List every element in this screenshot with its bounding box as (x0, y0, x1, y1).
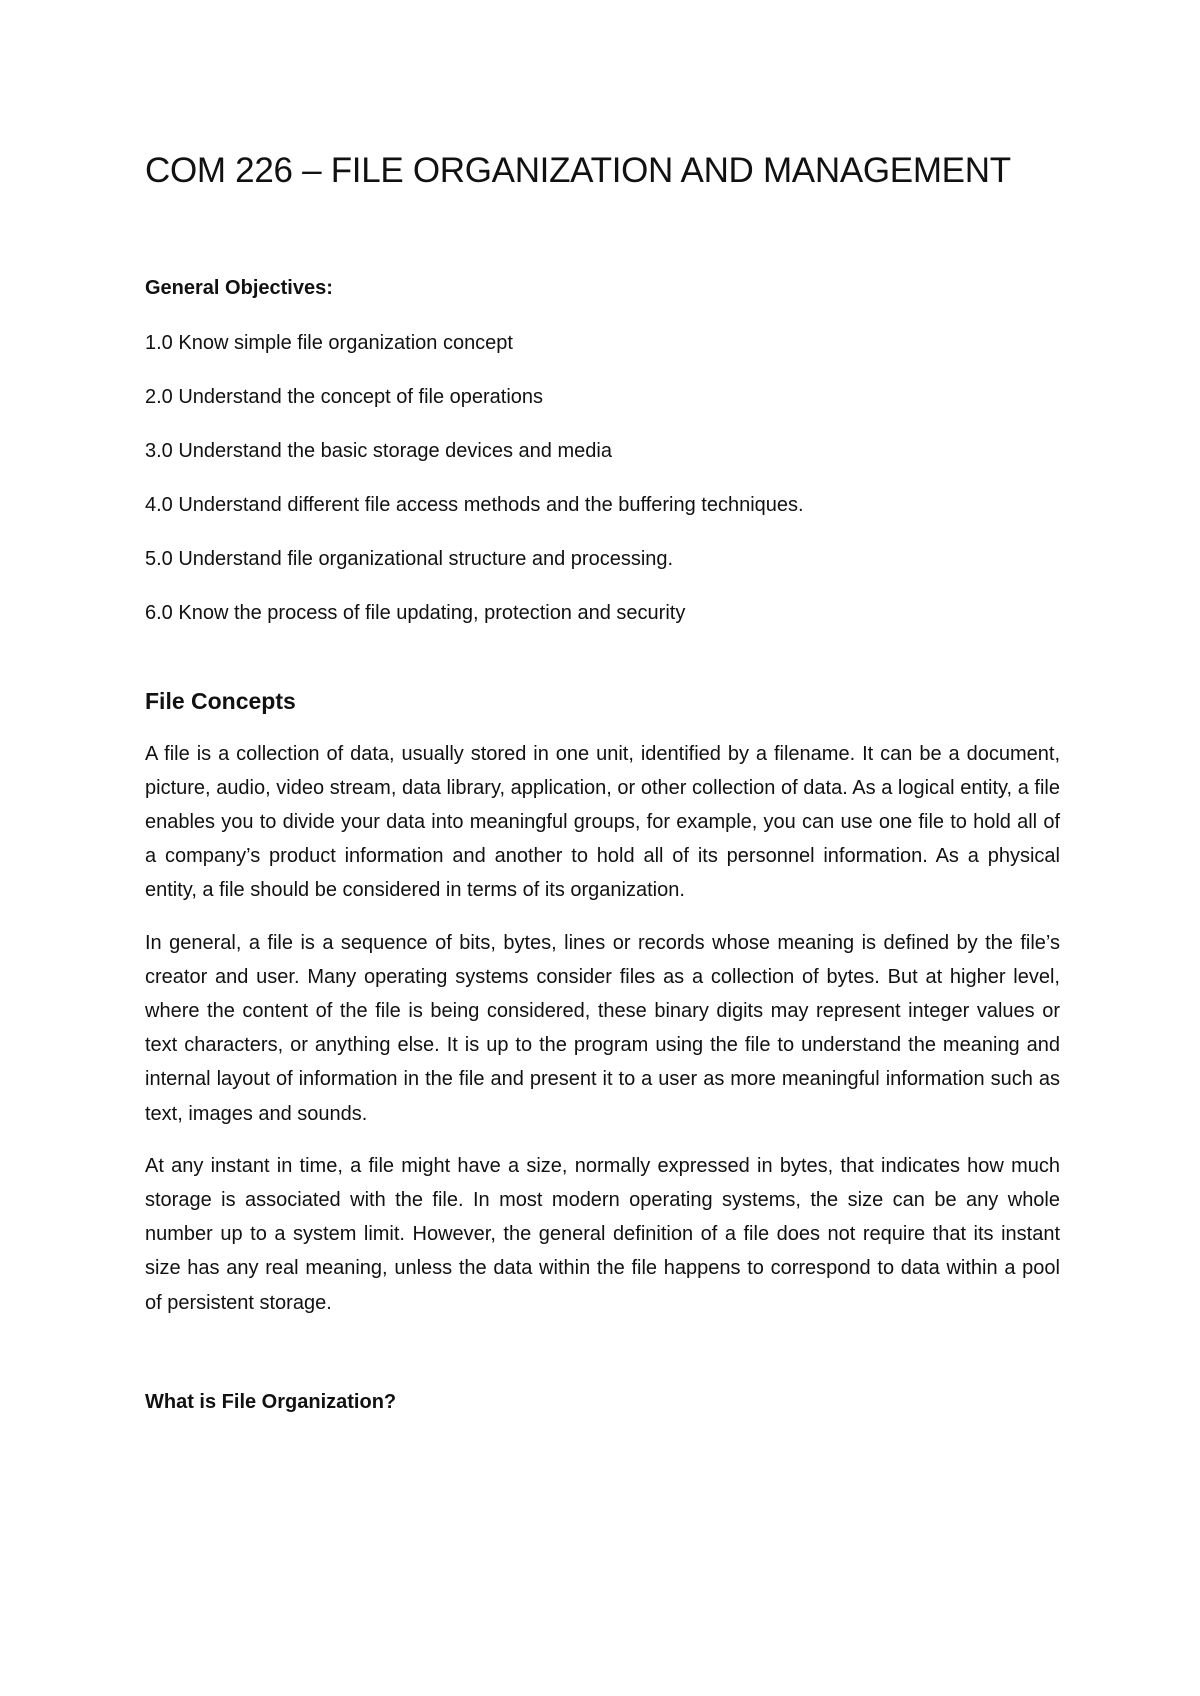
document-title: COM 226 – FILE ORGANIZATION AND MANAGEMENT (145, 151, 1011, 190)
file-organization-heading: What is File Organization? (145, 1390, 397, 1413)
objective-item: 5.0 Understand file organizational structure and processing. (145, 548, 674, 570)
objective-item: 1.0 Know simple file organization concept (145, 332, 513, 354)
objective-item: 4.0 Understand different file access methods and the buffering techniques. (145, 494, 804, 516)
file-concepts-paragraph: At any instant in time, a file might have a size, normally expressed in bytes, that indicates how much storage is associated with the file. In most modern operating systems, the size can be any whole number up to a system limit. However, the general definition of a file does not require that its instant size has any real meaning, unless the data within the file happens to correspond to data within a pool of persistent storage. (145, 1154, 1060, 1314)
file-concepts-paragraph: A file is a collection of data, usually stored in one unit, identified by a filename. It can be a document, picture, audio, video stream, data library, application, or other collection of data. As a logical entity, a file enables you to divide your data into meaningful groups, for example, you can use one file to hold all of a company’s product information and another to hold all of its personnel information. As a physical entity, a file should be considered in terms of its organization. (145, 742, 1060, 902)
general-objectives-heading: General Objectives: (145, 277, 333, 299)
objective-item: 3.0 Understand the basic storage devices and media (145, 440, 612, 462)
file-concepts-paragraph: In general, a file is a sequence of bits, bytes, lines or records whose meaning is defined by the file’s creator and user. Many operating systems consider files as a collection of bytes. But at higher level, where the content of the file is being considered, these binary digits may represent integer values or text characters, or anything else. It is up to the program using the file to understand the meaning and internal layout of information in the file and present it to a user as more meaningful information such as text, images and sounds. (145, 931, 1060, 1125)
objective-item: 6.0 Know the process of file updating, protection and security (145, 602, 686, 624)
file-concepts-heading: File Concepts (145, 688, 296, 714)
objectives-list (145, 331, 1060, 625)
page-content (145, 150, 1060, 1414)
objective-item: 2.0 Understand the concept of file operations (145, 386, 544, 408)
